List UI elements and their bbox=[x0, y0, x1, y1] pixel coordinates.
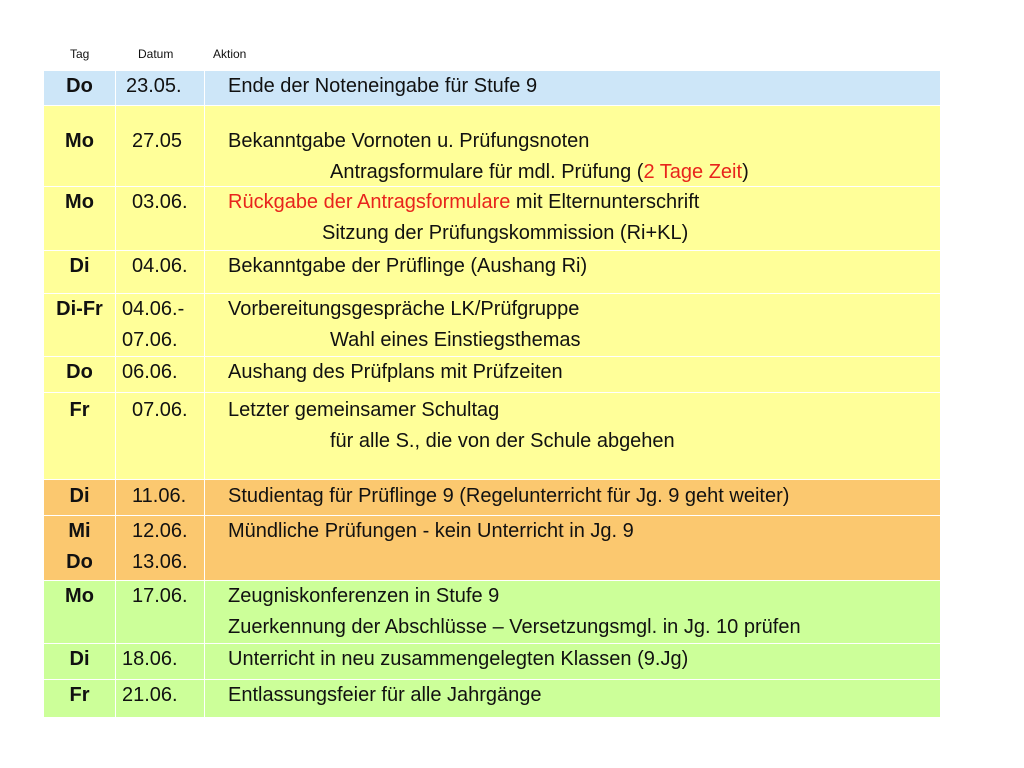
table-row bbox=[44, 393, 940, 480]
table-row bbox=[44, 357, 940, 393]
row-tag bbox=[44, 516, 116, 580]
aktion-line bbox=[228, 187, 940, 218]
row-tag: Mo bbox=[44, 106, 116, 188]
aktion-text: Antragsformulare für mdl. Prüfung ( bbox=[330, 161, 644, 183]
table-row bbox=[44, 294, 940, 357]
row-datum: 06.06. bbox=[116, 357, 205, 392]
header-datum: Datum bbox=[138, 47, 174, 61]
row-aktion bbox=[205, 516, 940, 580]
aktion-line: Vorbereitungsgespräche LK/Prüfgruppe bbox=[228, 298, 580, 320]
row-aktion bbox=[205, 187, 940, 250]
row-tag: Do bbox=[44, 71, 116, 105]
header-tag: Tag bbox=[70, 47, 90, 61]
aktion-line: für alle S., die von der Schule abgehen bbox=[330, 430, 675, 452]
tag-line: Do bbox=[66, 551, 93, 573]
row-tag: Mo bbox=[44, 581, 116, 643]
row-datum: 03.06. bbox=[116, 187, 205, 250]
table-row bbox=[44, 251, 940, 294]
aktion-line: Mündliche Prüfungen - kein Unterricht in Jg. 9 bbox=[228, 520, 634, 542]
table-row bbox=[44, 516, 940, 581]
row-tag: Di-Fr bbox=[44, 294, 116, 356]
row-datum: 21.06. bbox=[116, 680, 205, 717]
aktion-line: Wahl eines Einstiegsthemas bbox=[330, 329, 581, 351]
row-aktion bbox=[205, 251, 940, 293]
aktion-highlight: 2 Tage Zeit bbox=[643, 161, 743, 183]
column-headers bbox=[0, 47, 400, 63]
row-tag: Di bbox=[44, 480, 116, 515]
row-tag: Mo bbox=[44, 187, 116, 250]
aktion-line: Studientag für Prüflinge 9 (Regelunterricht für Jg. 9 geht weiter) bbox=[228, 485, 790, 507]
aktion-text: mit Elternunterschrift bbox=[510, 191, 700, 213]
aktion-line: Sitzung der Prüfungskommission (Ri+KL) bbox=[322, 222, 689, 244]
row-tag: Di bbox=[44, 251, 116, 293]
row-datum: 17.06. bbox=[116, 581, 205, 643]
row-datum: 27.05 bbox=[116, 106, 205, 188]
row-aktion bbox=[205, 581, 940, 643]
table-row bbox=[44, 480, 940, 516]
row-datum: 23.05. bbox=[116, 71, 205, 105]
row-datum: 07.06. bbox=[116, 393, 205, 479]
aktion-line: Bekanntgabe der Prüflinge (Aushang Ri) bbox=[228, 255, 588, 277]
row-aktion bbox=[205, 680, 940, 717]
table-row bbox=[44, 644, 940, 680]
table-row bbox=[44, 71, 940, 106]
row-aktion bbox=[205, 294, 940, 356]
table-row bbox=[44, 581, 940, 644]
datum-line: 04.06.- bbox=[122, 298, 185, 320]
aktion-highlight: Rückgabe der Antragsformulare bbox=[228, 191, 511, 213]
row-datum: 04.06. bbox=[116, 251, 205, 293]
row-tag: Do bbox=[44, 357, 116, 392]
datum-line: 07.06. bbox=[122, 329, 178, 351]
row-datum bbox=[116, 516, 205, 580]
row-aktion bbox=[205, 106, 940, 188]
table-row bbox=[44, 187, 940, 251]
header-aktion: Aktion bbox=[213, 47, 247, 61]
aktion-line: Zuerkennung der Abschlüsse – Versetzungsmgl. in Jg. 10 prüfen bbox=[228, 616, 801, 638]
row-tag: Fr bbox=[44, 393, 116, 479]
aktion-text: ) bbox=[742, 161, 749, 183]
aktion-line: Aushang des Prüfplans mit Prüfzeiten bbox=[228, 361, 563, 383]
aktion-line: Entlassungsfeier für alle Jahrgänge bbox=[228, 684, 542, 706]
aktion-line: Ende der Noteneingabe für Stufe 9 bbox=[228, 75, 538, 97]
datum-line: 13.06. bbox=[132, 551, 188, 573]
aktion-line: Bekanntgabe Vornoten u. Prüfungsnoten bbox=[228, 130, 590, 152]
table-row bbox=[44, 106, 940, 187]
schedule-table bbox=[44, 71, 940, 718]
row-datum bbox=[116, 294, 205, 356]
row-aktion bbox=[205, 357, 940, 392]
row-tag: Fr bbox=[44, 680, 116, 717]
tag-line: Mi bbox=[68, 520, 91, 542]
aktion-line: Unterricht in neu zusammengelegten Klassen (9.Jg) bbox=[228, 648, 689, 670]
row-aktion bbox=[205, 393, 940, 479]
datum-line: 12.06. bbox=[132, 520, 188, 542]
table-row bbox=[44, 680, 940, 718]
aktion-line: Letzter gemeinsamer Schultag bbox=[228, 399, 500, 421]
aktion-line: Zeugniskonferenzen in Stufe 9 bbox=[228, 585, 500, 607]
row-tag: Di bbox=[44, 644, 116, 679]
row-datum: 11.06. bbox=[116, 480, 205, 515]
row-aktion bbox=[205, 480, 940, 515]
row-aktion bbox=[205, 71, 940, 105]
aktion-line bbox=[228, 157, 940, 188]
row-aktion bbox=[205, 644, 940, 679]
row-datum: 18.06. bbox=[116, 644, 205, 679]
